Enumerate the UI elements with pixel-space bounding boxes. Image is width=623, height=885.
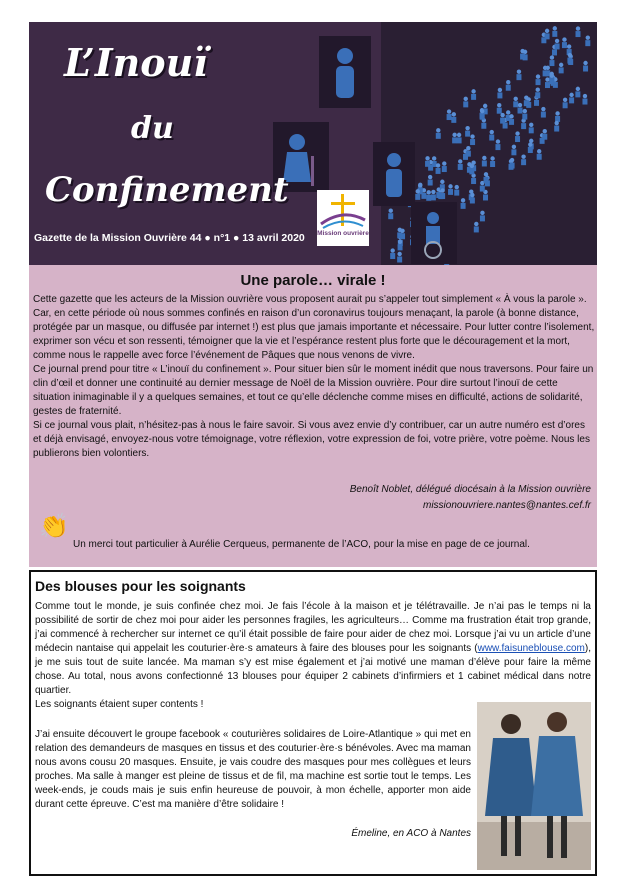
article-paragraph-1 bbox=[35, 600, 591, 712]
crowd-person bbox=[474, 222, 479, 233]
crowd-person bbox=[541, 107, 546, 118]
crowd-person bbox=[545, 66, 550, 77]
crowd-person bbox=[442, 161, 447, 172]
article-signature: Émeline, en ACO à Nantes bbox=[351, 828, 471, 839]
crowd-person bbox=[470, 134, 475, 145]
crowd-person bbox=[563, 98, 568, 109]
crowd-person bbox=[582, 94, 587, 105]
crowd-person bbox=[509, 114, 514, 125]
crowd-person bbox=[575, 26, 580, 37]
crowd-person bbox=[451, 112, 456, 123]
crowd-person bbox=[529, 123, 534, 134]
crowd-person bbox=[489, 130, 494, 141]
crowd-person bbox=[542, 129, 547, 140]
editorial-title: Une parole… virale ! bbox=[240, 272, 386, 289]
crowd-person bbox=[398, 240, 403, 251]
title-line-2: du bbox=[131, 111, 174, 146]
crowd-person bbox=[482, 156, 487, 167]
crowd-person bbox=[536, 74, 541, 85]
title-line-3: Confinement bbox=[45, 170, 289, 210]
crowd-person bbox=[463, 97, 468, 108]
crowd-person bbox=[583, 61, 588, 72]
editorial-paragraph: Cette gazette que les acteurs de la Mission ouvrière vous proposent aurait pu s’appeler tout simplement « À vous la parole ». Car, en cette période où nous sommes confinés en raison d’un coronavirus toujours menaçant, la parole (à bonne distance, protégée par un masque, ou diffusée par internet !) est plus que jamais importante et nécessaire. Pour lutter contre l’isolement, exprimer son vécu et son ressenti, témoigner que la vie et l’espérance restent plus forte que le découragement et la mort, comme nous le rappelle avec force l’événement de Pâques que nous venons de vivre. bbox=[33, 294, 595, 361]
crowd-person bbox=[549, 74, 554, 85]
thanks-note: Un merci tout particulier à Aurélie Cerqueus, permanente de l’ACO, pour la mise en page de ce journal. bbox=[73, 539, 530, 550]
crowd-person bbox=[569, 93, 574, 104]
crowd-person bbox=[520, 49, 525, 60]
crowd-person bbox=[515, 131, 520, 142]
crowd-person bbox=[559, 63, 564, 74]
article-text: Les soignants étaient super contents ! bbox=[35, 699, 204, 710]
crowd-person bbox=[480, 109, 485, 120]
article-text: Comme tout le monde, je suis confinée chez moi. Je fais l’école à la maison et je télétravaille. Je n’ai pas le temps ni la possibilité de sortir de chez moi pour aider les personnes fragiles, les agriculteurs… Comme ma frustration était trop grande, j’ai commencé à rechercher sur internet ce qu’il était possible de faire pour aider de chez moi. Lorsque j’ai vu un article d’une médecin nantaise qui appelait les couturier·ère·s amateurs à faire des blouses pour les soignants ( bbox=[35, 601, 591, 654]
gazette-subtitle: Gazette de la Mission Ouvrière 44 ● n°1 ● 13 avril 2020 bbox=[34, 232, 305, 244]
masthead bbox=[29, 22, 597, 265]
crowd-person bbox=[490, 156, 495, 167]
title-line-1: L’Inouï bbox=[64, 40, 208, 85]
logo-cross-icon bbox=[317, 190, 369, 230]
crowd-person bbox=[537, 149, 542, 160]
crowd-person bbox=[454, 185, 459, 196]
crowd-person bbox=[428, 175, 433, 186]
crowd-person bbox=[431, 190, 436, 201]
crowd-person bbox=[511, 145, 516, 156]
article-title: Des blouses pour les soignants bbox=[35, 578, 246, 594]
editorial-paragraph: Si ce journal vous plait, n’hésitez-pas à nous le faire savoir. Si vous avez envie d’y contribuer, car un autre numéro est d’ores et déjà envisagé, envoyez-nous votre témoignage, votre réflexion, votre expression de foi, votre prière, votre poème. Nous les publierons bien volontiers. bbox=[33, 420, 590, 459]
crowd-person bbox=[535, 88, 540, 99]
crowd-person bbox=[495, 139, 500, 150]
figure-tile-wheelchair bbox=[411, 202, 457, 264]
crowd-person bbox=[388, 208, 393, 219]
crowd-person bbox=[457, 133, 462, 144]
crowd-person bbox=[554, 121, 559, 132]
crowd-person bbox=[506, 80, 511, 91]
crowd-person bbox=[397, 252, 402, 263]
crowd-person bbox=[516, 69, 521, 80]
editorial-section bbox=[29, 265, 597, 567]
crowd-person bbox=[555, 39, 560, 50]
crowd-person bbox=[465, 126, 470, 137]
crowd-person bbox=[440, 188, 445, 199]
crowd-person bbox=[436, 128, 441, 139]
crowd-person bbox=[448, 184, 453, 195]
editorial-signature-name: Benoît Noblet, délégué diocésain à la Mission ouvrière bbox=[349, 484, 591, 495]
crowd-person bbox=[390, 248, 395, 259]
crowd-person bbox=[436, 163, 441, 174]
crowd-person bbox=[447, 109, 452, 120]
crowd-person bbox=[567, 53, 572, 64]
crowd-person bbox=[484, 172, 489, 183]
crowd-person bbox=[452, 133, 457, 144]
crowd-person bbox=[518, 103, 523, 114]
crowd-person bbox=[552, 26, 557, 37]
crowd-person bbox=[458, 159, 463, 170]
blouses-photo bbox=[477, 702, 591, 870]
crowd-person bbox=[528, 142, 533, 153]
clapping-hands-icon: 👏 bbox=[39, 513, 69, 540]
crowd-person bbox=[461, 198, 466, 209]
crowd-person bbox=[415, 189, 420, 200]
crowd-person bbox=[471, 89, 476, 100]
blouses-article bbox=[29, 570, 597, 876]
figure-tile-mid bbox=[373, 142, 415, 206]
crowd-person bbox=[522, 109, 527, 120]
crowd-person bbox=[513, 97, 518, 108]
editorial-body bbox=[33, 293, 595, 461]
crowd-person bbox=[471, 173, 476, 184]
faisuneblouse-link[interactable]: www.faisuneblouse.com bbox=[477, 643, 585, 654]
crowd-person bbox=[500, 113, 505, 124]
editorial-signature-email: missionouvriere.nantes@nantes.cef.fr bbox=[422, 500, 591, 511]
crowd-person bbox=[470, 193, 475, 204]
figure-tile-top bbox=[319, 36, 371, 108]
crowd-person bbox=[521, 118, 526, 129]
crowd-person bbox=[585, 35, 590, 46]
crowd-person bbox=[426, 190, 431, 201]
article-paragraph-2: J’ai ensuite découvert le groupe facebook « couturières solidaires de Loire-Atlantique » qui met en relation des demandeurs de masques en tissus et des couturier·ère·s bénévoles. Avec ma maman nous avons cousu 20 masques. Ensuite, je vais coudre des masques pour mes collègues et leurs proches. Ma salle à manger est pleine de tissus et de fil, ma machine est sortie tout le temps. Les week-ends, je couds mais je suis enfin heureuse de pouvoir, à mon échelle, apporter mon aide durant cette épreuve. C’est ma manière d’être solidaire ! bbox=[35, 729, 471, 810]
crowd-person bbox=[555, 111, 560, 122]
editorial-paragraph: Ce journal prend pour titre « L’inouï du confinement ». Pour situer bien sûr le moment inédit que nous traversons. Pour faire un clin d’œil et donner une continuité au dernier message de Noël de la Mission ouvrière. Pour dire surtout l’inouï de cette situation inimaginable il y a quelques semaines, et tout ce qu’elle déclenche comme mises en difficulté, actions de solidarité, gestes de fraternité. bbox=[33, 364, 594, 417]
crowd-person bbox=[469, 164, 474, 175]
crowd-person bbox=[562, 37, 567, 48]
crowd-person bbox=[549, 55, 554, 66]
mission-ouvriere-logo bbox=[317, 190, 369, 246]
crowd-person bbox=[497, 103, 502, 114]
crowd-person bbox=[400, 229, 405, 240]
crowd-person bbox=[510, 158, 515, 169]
crowd-person bbox=[425, 156, 430, 167]
crowd-person bbox=[497, 88, 502, 99]
crowd-person bbox=[545, 29, 550, 40]
article-text: ), je me suis tout de suite lancée. Ma maman s’y est mise également et j’ai motivé une maman d’élève pour faire la même chose. Au total, nous avons confectionné 13 blouses pour équiper 2 cabinets d’infirmiers et 1 cabinet médical dans notre quartier. bbox=[35, 643, 591, 696]
crowd-person bbox=[575, 87, 580, 98]
crowd-person bbox=[524, 95, 529, 106]
logo-text: Mission ouvrière bbox=[317, 230, 369, 237]
photo-two-people-in-blouses bbox=[477, 702, 591, 870]
crowd-person bbox=[480, 211, 485, 222]
crowd-person bbox=[466, 146, 471, 157]
crowd-person bbox=[521, 154, 526, 165]
